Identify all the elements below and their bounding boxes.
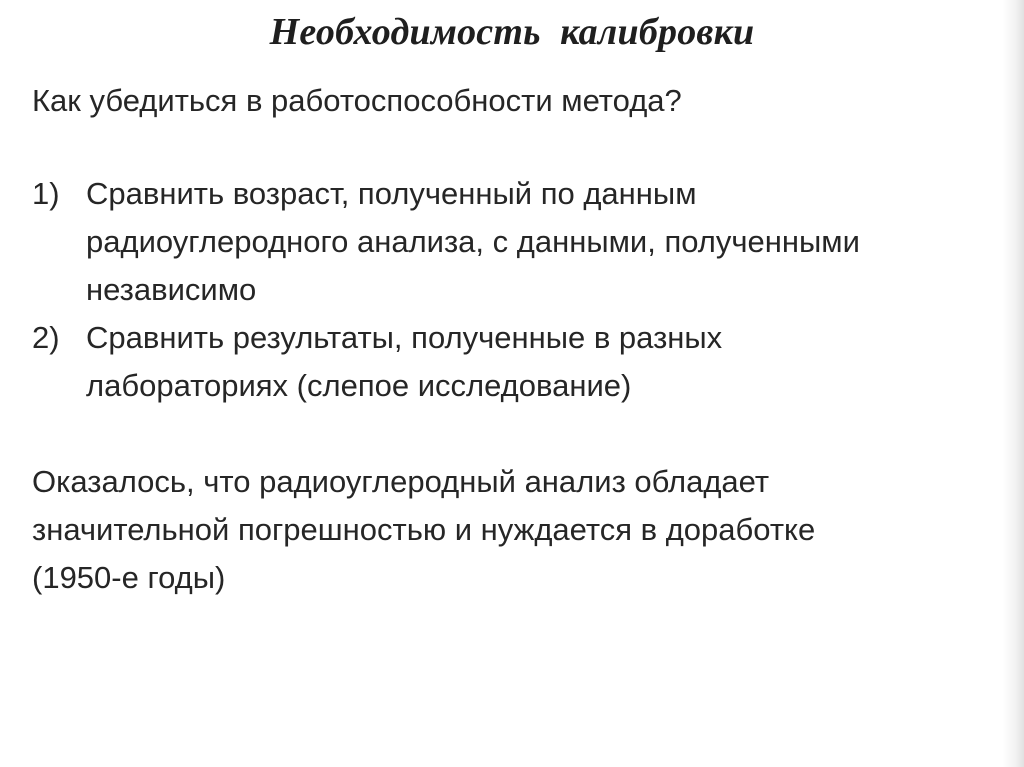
list-item-text [86, 314, 722, 410]
conclusion-line: (1950-е годы) [32, 560, 226, 595]
list-item-text [86, 170, 860, 314]
list-item-line: Сравнить результаты, полученные в разных [86, 320, 723, 355]
list-item-1 [32, 170, 1012, 314]
list-item-line: радиоуглеродного анализа, с данными, полученными [86, 224, 860, 259]
conclusion-paragraph [32, 458, 815, 602]
conclusion-line: значительной погрешностью и нуждается в доработке [32, 512, 816, 547]
conclusion-line: Оказалось, что радиоуглеродный анализ обладает [32, 464, 770, 499]
numbered-list [32, 170, 1012, 410]
list-item-line: лабораториях (слепое исследование) [86, 368, 632, 403]
list-item-2 [32, 314, 1012, 410]
list-item-number: 1) [32, 176, 60, 211]
list-item-line: независимо [86, 272, 257, 307]
question-text: Как убедиться в работоспособности метода? [32, 83, 682, 118]
list-item-line: Сравнить возраст, полученный по данным [86, 176, 697, 211]
list-item-number: 2) [32, 320, 60, 355]
slide-title: Необходимость калибровки [269, 11, 755, 53]
